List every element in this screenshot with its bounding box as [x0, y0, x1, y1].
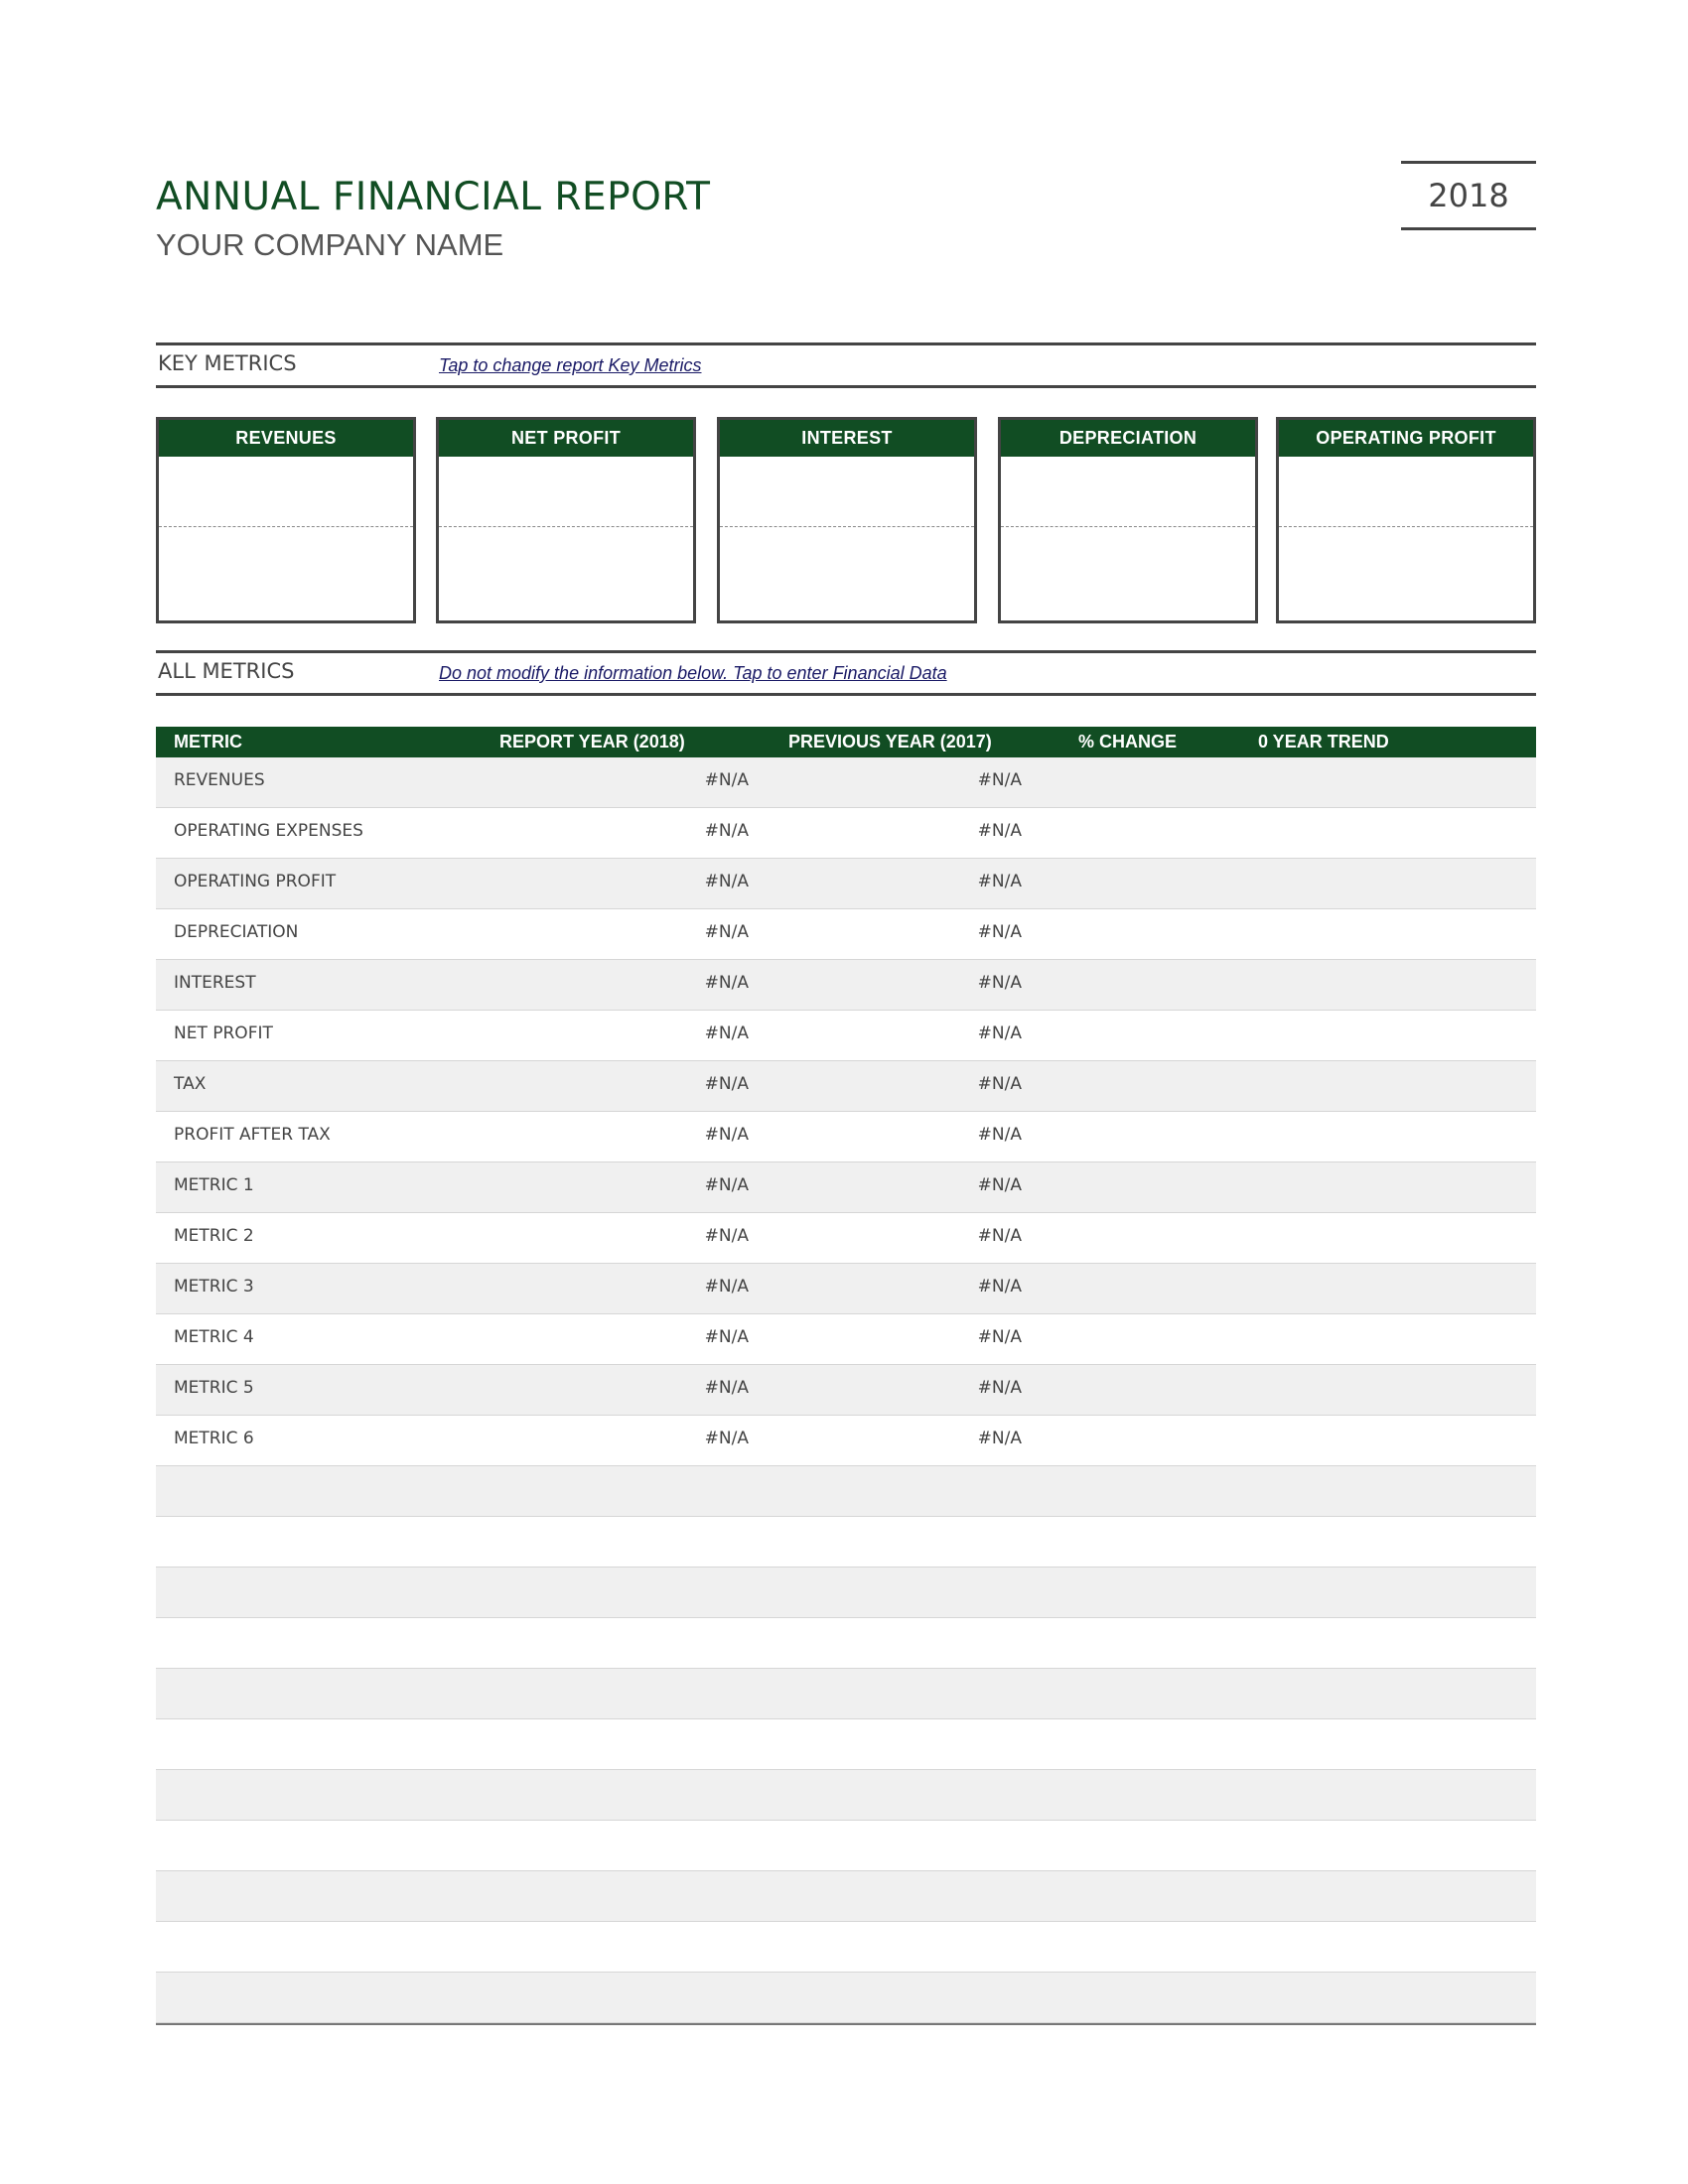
card-depreciation[interactable]	[998, 417, 1258, 623]
metric-cell: METRIC 1	[174, 1175, 254, 1195]
report-year-cell: #N/A	[704, 973, 749, 993]
previous-year-cell: #N/A	[977, 1074, 1022, 1094]
metric-cell: METRIC 5	[174, 1378, 254, 1398]
card-title: REVENUES	[159, 420, 413, 457]
card-net-profit[interactable]	[436, 417, 696, 623]
card-subvalue	[159, 527, 413, 621]
table-row[interactable]	[156, 1821, 1536, 1871]
metric-cell: PROFIT AFTER TAX	[174, 1125, 331, 1145]
card-value	[159, 457, 413, 527]
table-row[interactable]	[156, 1568, 1536, 1618]
report-year-cell: #N/A	[704, 1024, 749, 1043]
report-year-cell: #N/A	[704, 872, 749, 891]
metric-cell: REVENUES	[174, 770, 265, 790]
col-year-trend: 0 YEAR TREND	[1258, 732, 1389, 751]
metric-cell: OPERATING EXPENSES	[174, 821, 363, 841]
metrics-table	[156, 727, 1536, 2025]
previous-year-cell: #N/A	[977, 821, 1022, 841]
key-metric-cards	[156, 417, 1536, 623]
table-row[interactable]	[156, 1466, 1536, 1517]
table-row[interactable]	[156, 1770, 1536, 1821]
metric-cell: NET PROFIT	[174, 1024, 273, 1043]
card-subvalue	[1001, 527, 1255, 621]
previous-year-cell: #N/A	[977, 770, 1022, 790]
card-value	[1279, 457, 1533, 527]
report-year-cell: #N/A	[704, 1175, 749, 1195]
all-metrics-header	[156, 650, 1536, 696]
key-metrics-header	[156, 342, 1536, 388]
previous-year-cell: #N/A	[977, 1378, 1022, 1398]
table-row[interactable]	[156, 1517, 1536, 1568]
report-year-cell: #N/A	[704, 1277, 749, 1297]
metric-cell: OPERATING PROFIT	[174, 872, 337, 891]
col-previous-year: PREVIOUS YEAR (2017)	[788, 732, 992, 751]
card-interest[interactable]	[717, 417, 977, 623]
table-row[interactable]	[156, 1669, 1536, 1719]
table-row[interactable]	[156, 1162, 1536, 1213]
table-row[interactable]	[156, 1314, 1536, 1365]
report-title: ANNUAL FINANCIAL REPORT	[156, 175, 711, 219]
card-value	[1001, 457, 1255, 527]
previous-year-cell: #N/A	[977, 922, 1022, 942]
change-key-metrics-link[interactable]: Tap to change report Key Metrics	[439, 355, 702, 375]
table-row[interactable]	[156, 1061, 1536, 1112]
card-value	[720, 457, 974, 527]
previous-year-cell: #N/A	[977, 973, 1022, 993]
table-row[interactable]	[156, 909, 1536, 960]
previous-year-cell: #N/A	[977, 1125, 1022, 1145]
metric-cell: TAX	[174, 1074, 207, 1094]
report-year-cell: #N/A	[704, 821, 749, 841]
card-subvalue	[720, 527, 974, 621]
table-row[interactable]	[156, 1871, 1536, 1922]
table-row[interactable]	[156, 1011, 1536, 1061]
table-row[interactable]	[156, 1618, 1536, 1669]
report-year-cell: #N/A	[704, 1226, 749, 1246]
table-bottom-rule	[156, 2023, 1536, 2025]
table-row[interactable]	[156, 1416, 1536, 1466]
table-row[interactable]	[156, 960, 1536, 1011]
table-row[interactable]	[156, 808, 1536, 859]
company-name[interactable]: YOUR COMPANY NAME	[156, 227, 504, 262]
table-header	[156, 727, 1536, 757]
report-year-cell: #N/A	[704, 1074, 749, 1094]
metric-cell: METRIC 4	[174, 1327, 254, 1347]
card-title: NET PROFIT	[439, 420, 693, 457]
previous-year-cell: #N/A	[977, 1429, 1022, 1448]
table-body	[156, 757, 1536, 2023]
card-operating-profit[interactable]	[1276, 417, 1536, 623]
previous-year-cell: #N/A	[977, 872, 1022, 891]
table-row[interactable]	[156, 1922, 1536, 1973]
table-row[interactable]	[156, 1719, 1536, 1770]
report-year-cell: #N/A	[704, 922, 749, 942]
card-title: OPERATING PROFIT	[1279, 420, 1533, 457]
report-page	[156, 0, 1536, 2184]
metric-cell: INTEREST	[174, 973, 256, 993]
metric-cell: METRIC 3	[174, 1277, 254, 1297]
card-title: INTEREST	[720, 420, 974, 457]
table-row[interactable]	[156, 859, 1536, 909]
card-title: DEPRECIATION	[1001, 420, 1255, 457]
previous-year-cell: #N/A	[977, 1226, 1022, 1246]
table-row[interactable]	[156, 1264, 1536, 1314]
report-year-cell: #N/A	[704, 1429, 749, 1448]
all-metrics-label: ALL METRICS	[158, 659, 295, 683]
report-year-cell: #N/A	[704, 770, 749, 790]
col-percent-change: % CHANGE	[1078, 732, 1178, 751]
col-metric: METRIC	[174, 732, 242, 751]
report-year-cell: #N/A	[704, 1125, 749, 1145]
card-value	[439, 457, 693, 527]
previous-year-cell: #N/A	[977, 1024, 1022, 1043]
table-row[interactable]	[156, 1213, 1536, 1264]
card-subvalue	[1279, 527, 1533, 621]
enter-financial-data-link[interactable]: Do not modify the information below. Tap to enter Financial Data	[439, 663, 947, 683]
metric-cell: DEPRECIATION	[174, 922, 299, 942]
col-report-year: REPORT YEAR (2018)	[499, 732, 685, 751]
metric-cell: METRIC 2	[174, 1226, 254, 1246]
metric-cell: METRIC 6	[174, 1429, 254, 1448]
report-year-cell: #N/A	[704, 1327, 749, 1347]
previous-year-cell: #N/A	[977, 1277, 1022, 1297]
table-row[interactable]	[156, 1112, 1536, 1162]
table-row[interactable]	[156, 1973, 1536, 2023]
report-year-cell: #N/A	[704, 1378, 749, 1398]
card-subvalue	[439, 527, 693, 621]
key-metrics-label: KEY METRICS	[158, 351, 297, 375]
previous-year-cell: #N/A	[977, 1327, 1022, 1347]
card-revenues[interactable]	[156, 417, 416, 623]
table-row[interactable]	[156, 757, 1536, 808]
report-year[interactable]: 2018	[1401, 161, 1536, 230]
table-row[interactable]	[156, 1365, 1536, 1416]
previous-year-cell: #N/A	[977, 1175, 1022, 1195]
